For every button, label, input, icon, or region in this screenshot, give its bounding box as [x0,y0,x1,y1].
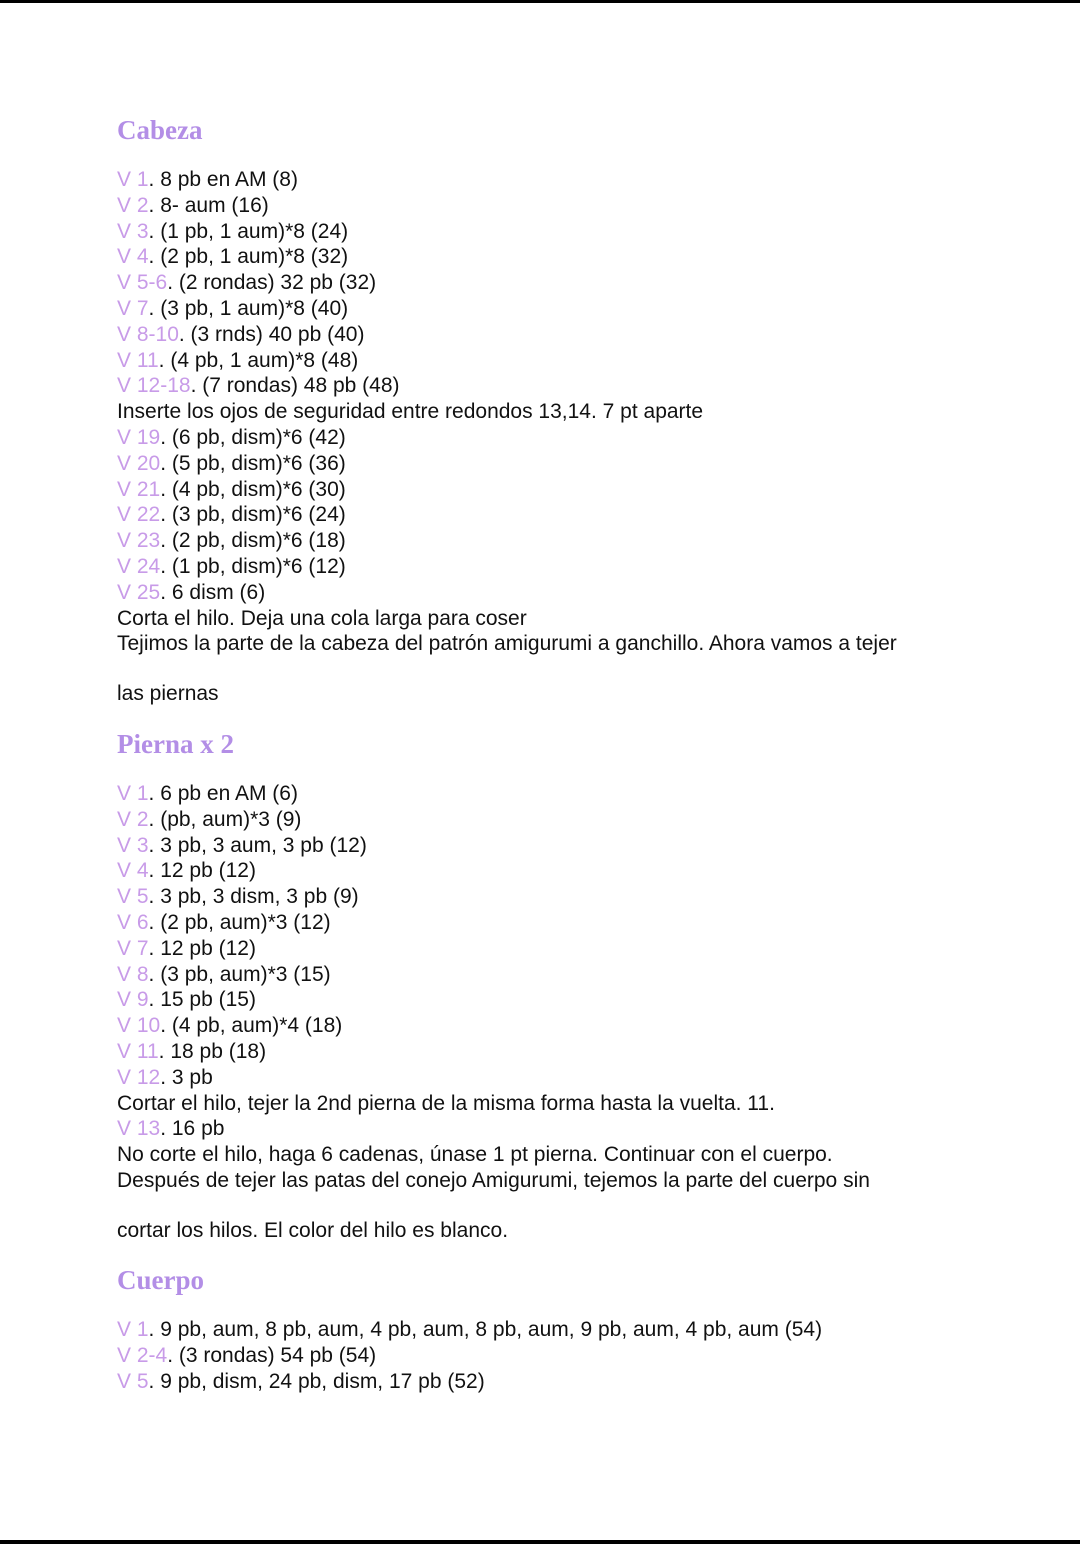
round-label: V 6 [117,910,149,934]
round-text: No corte el hilo, haga 6 cadenas, únase 1 pt pierna. Continuar con el cuerpo. [117,1143,833,1167]
round-text: . (7 rondas) 48 pb (48) [190,374,400,398]
round-text: . (4 pb, aum)*4 (18) [160,1014,343,1038]
instruction-note [117,1168,1017,1194]
paragraph-gap [117,657,1017,681]
round-label: V 3 [117,219,149,243]
round-row [117,373,1017,399]
round-label: V 2 [117,807,149,831]
round-row [117,1065,1017,1091]
round-label: V 21 [117,477,161,501]
instruction-list [117,781,1017,1194]
section-title-cuerpo: Cuerpo [117,1265,204,1296]
round-text: . (5 pb, dism)*6 (36) [160,451,346,475]
section-gap [117,1243,1017,1263]
instruction-note [117,399,1017,425]
round-row [117,910,1017,936]
round-label: V 5-6 [117,271,168,295]
round-label: V 1 [117,1318,149,1342]
round-label: V 22 [117,503,161,527]
round-text: . 3 pb [160,1065,213,1089]
round-text: . (1 pb, dism)*6 (12) [160,554,346,578]
round-text: . (4 pb, 1 aum)*8 (48) [158,348,359,372]
round-text: . (2 pb, 1 aum)*8 (32) [148,245,349,269]
round-label: V 12 [117,1065,161,1089]
round-label: V 8 [117,962,149,986]
round-row [117,1343,1017,1369]
round-row [117,244,1017,270]
instruction-note [117,606,1017,632]
round-row [117,270,1017,296]
round-text: . 8 pb en AM (8) [148,168,298,191]
instruction-list [117,1317,1017,1394]
round-label: V 12-18 [117,374,191,398]
round-text: . 8- aum (16) [148,193,269,217]
round-label: V 1 [117,781,149,805]
round-text: . (6 pb, dism)*6 (42) [160,425,346,449]
round-text: . 12 pb (12) [148,936,256,960]
round-text: . 3 pb, 3 aum, 3 pb (12) [148,833,367,857]
round-text: . (3 pb, aum)*3 (15) [148,962,331,986]
section-title-pierna-x-2: Pierna x 2 [117,728,234,759]
round-text: . 3 pb, 3 dism, 3 pb (9) [148,885,359,909]
round-text: . 9 pb, aum, 8 pb, aum, 4 pb, aum, 8 pb, aum, 9 pb, aum, 4 pb, aum (54) [148,1318,823,1342]
round-text: . (2 pb, aum)*3 (12) [148,910,331,934]
round-label: V 11 [117,1039,159,1063]
round-row [117,781,1017,807]
round-label: V 11 [117,348,159,372]
paragraph-gap [117,1194,1017,1218]
round-row [117,528,1017,554]
continuation-text: las piernas [117,682,219,706]
round-label: V 20 [117,451,161,475]
bottom-border [0,1540,1080,1544]
round-row [117,296,1017,322]
round-text: . 12 pb (12) [148,859,256,883]
round-label: V 24 [117,554,161,578]
round-text: . 6 dism (6) [160,580,266,604]
round-row [117,1116,1017,1142]
round-row [117,936,1017,962]
round-text: Corta el hilo. Deja una cola larga para coser [117,606,527,630]
round-row [117,451,1017,477]
round-row [117,962,1017,988]
round-label: V 7 [117,936,149,960]
round-row [117,807,1017,833]
round-row [117,502,1017,528]
instruction-note [117,1142,1017,1168]
round-text: . (1 pb, 1 aum)*8 (24) [148,219,349,243]
round-label: V 2 [117,193,149,217]
round-text: Cortar el hilo, tejer la 2nd pierna de la misma forma hasta la vuelta. 11. [117,1091,775,1115]
round-row [117,193,1017,219]
round-text: . 16 pb [160,1117,225,1141]
round-text: . 9 pb, dism, 24 pb, dism, 17 pb (52) [148,1370,485,1394]
round-label: V 4 [117,859,149,883]
continuation-text: cortar los hilos. El color del hilo es blanco. [117,1218,509,1242]
round-row [117,1317,1017,1343]
top-border [0,0,1080,3]
section-gap [117,707,1017,727]
round-label: V 2-4 [117,1344,168,1368]
round-text: . (3 rnds) 40 pb (40) [178,322,365,346]
round-label: V 5 [117,885,149,909]
round-label: V 23 [117,529,161,553]
round-text: . 18 pb (18) [158,1039,267,1063]
round-label: V 10 [117,1014,161,1038]
instruction-note [117,1091,1017,1117]
round-text: Inserte los ojos de seguridad entre redondos 13,14. 7 pt aparte [117,400,704,424]
round-row [117,477,1017,503]
round-text: . 15 pb (15) [148,988,256,1012]
round-row [117,1369,1017,1395]
round-row [117,554,1017,580]
document-page [117,113,1017,1395]
round-text: Tejimos la parte de la cabeza del patrón amigurumi a ganchillo. Ahora vamos a tejer [117,632,897,656]
instruction-list [117,167,1017,657]
round-row [117,884,1017,910]
round-text: . (pb, aum)*3 (9) [148,807,302,831]
round-text: . (2 rondas) 32 pb (32) [167,271,377,295]
round-text: . (4 pb, dism)*6 (30) [160,477,346,501]
round-row [117,348,1017,374]
instruction-note [117,631,1017,657]
round-row [117,833,1017,859]
round-row [117,1013,1017,1039]
section-title-cabeza: Cabeza [117,115,203,145]
round-row [117,1039,1017,1065]
round-text: . (3 pb, 1 aum)*8 (40) [148,296,349,320]
round-label: V 19 [117,425,161,449]
round-row [117,425,1017,451]
round-label: V 4 [117,245,149,269]
round-label: V 5 [117,1370,149,1394]
round-row [117,167,1017,193]
round-label: V 7 [117,296,149,320]
round-row [117,580,1017,606]
round-label: V 13 [117,1117,161,1141]
round-row [117,219,1017,245]
round-text: . (3 pb, dism)*6 (24) [160,503,346,527]
round-text: . (3 rondas) 54 pb (54) [167,1344,377,1368]
round-row [117,987,1017,1013]
round-label: V 25 [117,580,161,604]
round-label: V 8-10 [117,322,179,346]
round-row [117,322,1017,348]
round-text: . 6 pb en AM (6) [148,781,298,805]
round-text: . (2 pb, dism)*6 (18) [160,529,346,553]
round-label: V 3 [117,833,149,857]
round-text: Después de tejer las patas del conejo Amigurumi, tejemos la parte del cuerpo sin [117,1168,870,1192]
round-label: V 1 [117,168,149,191]
round-label: V 9 [117,988,149,1012]
round-row [117,858,1017,884]
